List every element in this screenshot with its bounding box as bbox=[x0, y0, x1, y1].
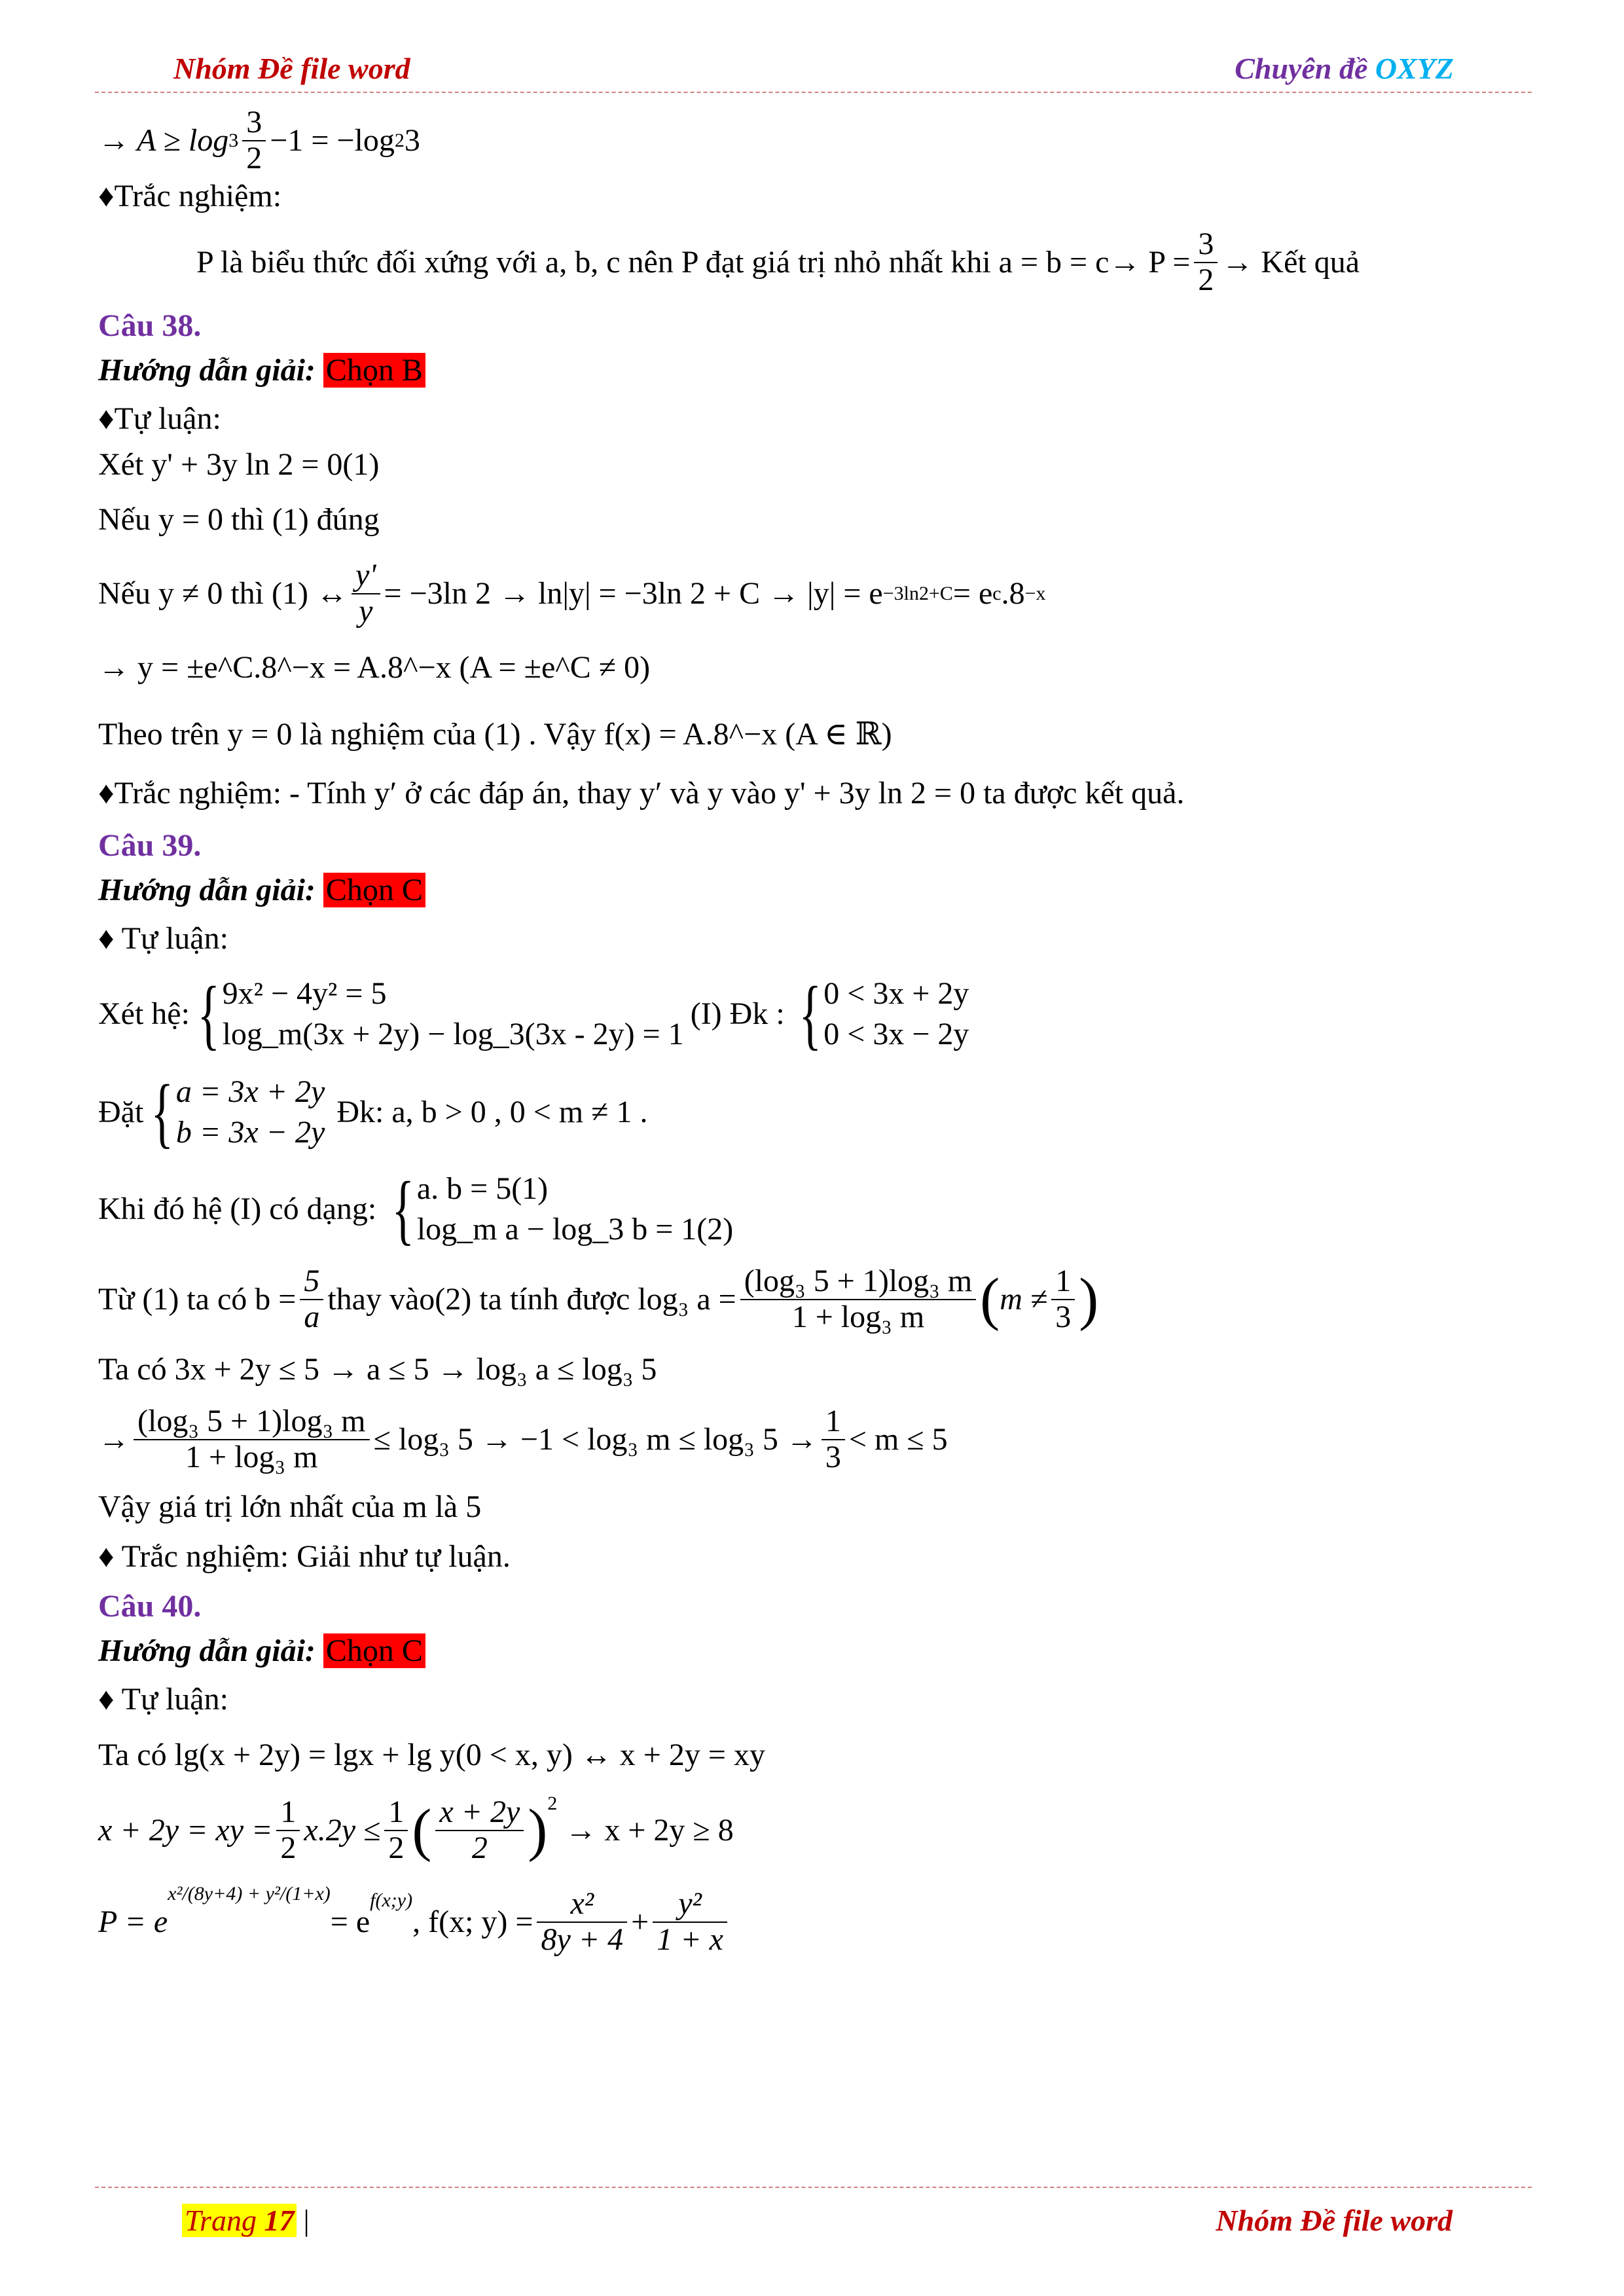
q39-dk-brace: { 0 < 3x + 2y 0 < 3x − 2y bbox=[799, 970, 969, 1057]
header-left: Nhóm Đề file word bbox=[173, 52, 410, 85]
q39-choice: Chọn C bbox=[323, 873, 425, 907]
top-line-1: → A ≥ log 3 $\frac{3}{2}$ −1 = −log 2 3 bbox=[98, 105, 420, 175]
q39-system-brace: { 9x² − 4y² = 5 log_m(3x + 2y) − log_3(3x - 2y) = 1 bbox=[197, 970, 684, 1057]
q39-system-2: Khi đó hệ (I) có dạng: { a. b = 5(1) log_m a − log_3 b = 1(2) bbox=[98, 1165, 734, 1252]
q40-line-3: x + 2y = xy = $\frac{1}{2}$ x.2y ≤ $\frac{1}{2}$ ( $\frac{x + 2y}{2}$ ) $^2$ → x + 2y ≥ 8 bbox=[98, 1793, 734, 1865]
q39-guide-line: Hướng dẫn giải: Chọn C bbox=[98, 871, 1525, 919]
q38-line-4: Nếu y ≠ 0 thì (1) ↔ $\frac{y'}{y}$ = −3ln 2 → ln|y| = −3ln 2 + C → |y| = e −3ln2+C = e c .8 −x bbox=[98, 558, 1046, 629]
q38-line-7: ♦Trắc nghiệm: - Tính y′ ở các đáp án, thay y′ và y vào y' + 3y ln 2 = 0 ta được kết quả. bbox=[98, 776, 1185, 811]
q39-we-have: Ta có 3x + 2y ≤ 5 → a ≤ 5 → log₃ a ≤ log₃ 5 bbox=[98, 1352, 657, 1387]
q40-line-4: P = e $^{x^2/(8y+4) + y^2/(1+x)}$ = e $^{f(x;y)}$ , f(x; y) = $\frac{\text{x²}}{8y + 4}$ + $\frac{\text{y²}}{1 + x}$ bbox=[98, 1876, 1525, 1968]
footer-rule bbox=[95, 2187, 1532, 2188]
q39-conclusion: Vậy giá trị lớn nhất của m là 5 bbox=[98, 1489, 482, 1524]
q39-title: Câu 39. bbox=[98, 828, 202, 863]
q38-line-5: → y = ±e^C.8^−x = A.8^−x (A = ±e^C ≠ 0) bbox=[98, 650, 651, 685]
q39-system: Xét hệ: { 9x² − 4y² = 5 log_m(3x + 2y) − log_3(3x - 2y) = 1 (I) Đk : { 0 < 3x + 2y 0 < 3x − 2y bbox=[98, 970, 969, 1057]
header-rule bbox=[95, 92, 1532, 93]
q39-line-1: ♦ Tự luận: bbox=[98, 921, 228, 956]
q40-line-1: ♦ Tự luận: bbox=[98, 1682, 228, 1717]
q38-title: Câu 38. bbox=[98, 308, 202, 343]
top-line-2: ♦Trắc nghiệm: bbox=[98, 179, 282, 213]
q40-title: Câu 40. bbox=[98, 1589, 202, 1624]
footer-right: Nhóm Đề file word bbox=[1216, 2204, 1453, 2237]
q38-line-3: Nếu y = 0 thì (1) đúng bbox=[98, 502, 380, 537]
footer-page: Trang 17 | bbox=[182, 2203, 310, 2238]
q39-from-1: Từ (1) ta có b = $\frac{5}{a}$ thay vào(2) ta tính được log₃ a = $\frac{\text{(log₃ 5 + 1)log₃ m}}{\text{1 + log₃ m}}$ ( m ≠ $\frac{1}{3}$ ) bbox=[98, 1264, 1099, 1334]
page-body bbox=[98, 105, 1525, 1968]
q40-guide-line: Hướng dẫn giải: Chọn C bbox=[98, 1631, 1525, 1680]
q40-choice: Chọn C bbox=[323, 1633, 425, 1668]
q38-line-1: ♦Tự luận: bbox=[98, 401, 221, 436]
q39-substitution: Đặt { a = 3x + 2y b = 3x − 2y Đk: a, b > 0 , 0 < m ≠ 1 . bbox=[98, 1068, 648, 1156]
q38-guide-line: Hướng dẫn giải: Chọn B bbox=[98, 351, 1525, 399]
q38-line-6: Theo trên y = 0 là nghiệm của (1) . Vậy f(x) = A.8^−x (A ∈ ℝ) bbox=[98, 717, 892, 752]
q40-line-2: Ta có lg(x + 2y) = lgx + lg y(0 < x, y) ↔ x + 2y = xy bbox=[98, 1738, 765, 1772]
q38-choice: Chọn B bbox=[323, 353, 425, 388]
q38-line-2: Xét y' + 3y ln 2 = 0(1) bbox=[98, 447, 380, 482]
q39-multiple-choice: ♦ Trắc nghiệm: Giải như tự luận. bbox=[98, 1539, 511, 1574]
q39-arrow-line: → $\frac{\text{(log₃ 5 + 1)log₃ m}}{\text{1 + log₃ m}}$ ≤ log₃ 5 → −1 < log₃ m ≤ log₃ 5 → $\frac{1}{3}$ < m ≤ 5 bbox=[98, 1404, 948, 1474]
header-accent: OXYZ bbox=[1375, 52, 1454, 85]
header-right: Chuyên đề OXYZ bbox=[1235, 52, 1454, 85]
top-line-3: P là biểu thức đối xứng với a, b, c nên P đạt giá trị nhỏ nhất khi a = b = c→ P = $\frac{3}{2}$ → Kết quả bbox=[196, 227, 1360, 297]
